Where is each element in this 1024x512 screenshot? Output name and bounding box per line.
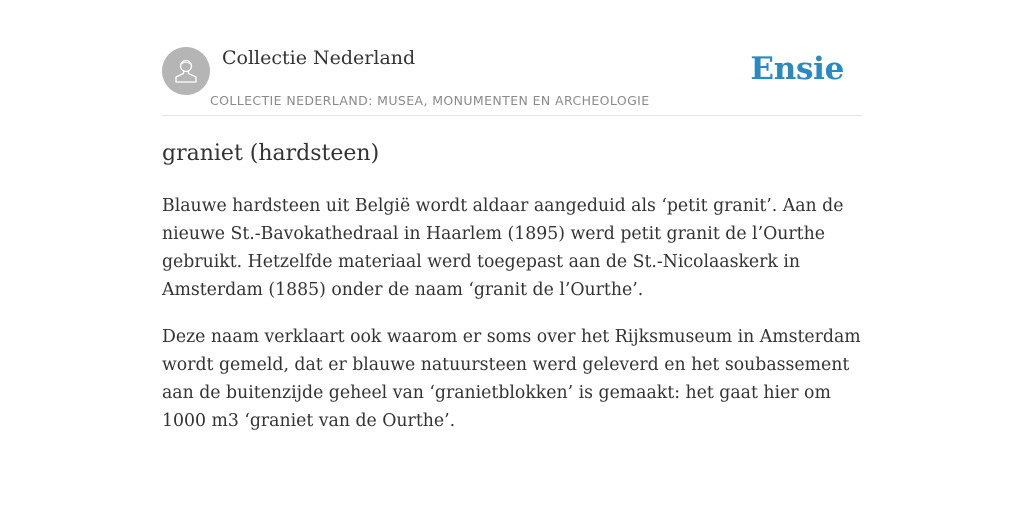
page-title: graniet (hardsteen)	[162, 141, 380, 166]
article-header	[162, 0, 862, 116]
paragraph-2: Deze naam verklaart ook waarom er soms over het Rijksmuseum in Amsterdam wordt gemeld, dat er blauwe natuursteen werd geleverd en het soubassement aan de buitenzijde geheel van ‘granietblokken’ is gemaakt: het gaat hier om 1000 m3 ‘graniet van de Ourthe’.	[162, 327, 861, 431]
ensie-logo[interactable]: Ensie	[750, 51, 844, 87]
source-label[interactable]: COLLECTIE NEDERLAND: MUSEA, MONUMENTEN EN ARCHEOLOGIE	[210, 93, 650, 108]
avatar[interactable]	[162, 47, 210, 95]
article-container	[162, 0, 862, 431]
paragraph-1: Blauwe hardsteen uit België wordt aldaar aangeduid als ‘petit granit’. Aan de nieuwe St.-Bavokathedraal in Haarlem (1895) werd petit granit de l’Ourthe gebruikt. Hetzelfde materiaal werd toegepast aan de St.-Nicolaaskerk in Amsterdam (1885) onder de naam ‘granit de l’Ourthe’.	[162, 196, 844, 300]
article-body	[162, 192, 866, 454]
author-link[interactable]: Collectie Nederland	[222, 47, 416, 69]
user-silhouette-icon	[171, 56, 201, 86]
